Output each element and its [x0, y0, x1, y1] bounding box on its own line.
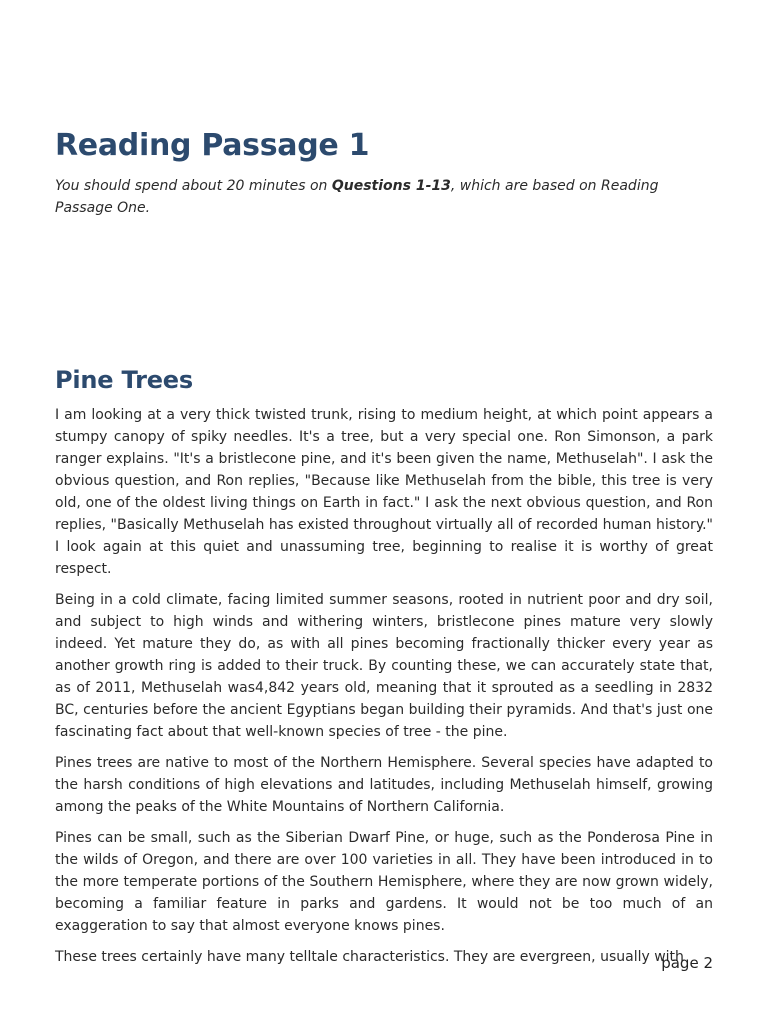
- paragraph-1: I am looking at a very thick twisted trunk, rising to medium height, at which point appears a stumpy canopy of spiky needles. It's a tree, but a very special one. Ron Simonson, a park ranger explains. "It's a bristlecone pine, and it's been given the name, Methuselah". I ask the obvious question, and Ron replies, "Because like Methuselah from the bible, this tree is very old, one of the oldest living things on Earth in fact." I ask the next obvious question, and Ron replies, "Basically Methuselah has existed throughout virtually all of recorded human history." I look again at this quiet and unassuming tree, beginning to realise it is worthy of great respect.: [55, 407, 713, 577]
- instructions: [55, 175, 713, 219]
- document-page: [55, 0, 713, 1024]
- paragraph-3: Pines trees are native to most of the Northern Hemisphere. Several species have adapted to the harsh conditions of high elevations and latitudes, including Methuselah himself, growing among the peaks of the White Mountains of Northern California.: [55, 755, 713, 815]
- paragraph-4: Pines can be small, such as the Siberian Dwarf Pine, or huge, such as the Ponderosa Pine in the wilds of Oregon, and there are over 100 varieties in all. They have been introduced in to the more temperate portions of the Southern Hemisphere, where they are now grown widely, becoming a familiar feature in parks and gardens. It would not be too much of an exaggeration to say that almost everyone knows pines.: [55, 830, 713, 934]
- paragraph-5: These trees certainly have many telltale characteristics. They are evergreen, usually with: [55, 949, 684, 965]
- paragraph-2: Being in a cold climate, facing limited summer seasons, rooted in nutrient poor and dry soil, and subject to high winds and withering winters, bristlecone pines mature very slowly indeed. Yet mature they do, as with all pines becoming fractionally thicker every year as another growth ring is added to their truck. By counting these, we can accurately state that, as of 2011, Methuselah was4,842 years old, meaning that it sprouted as a seedling in 2832 BC, centuries before the ancient Egyptians began building their pyramids. And that's just one fascinating fact about that well-known species of tree - the pine.: [55, 592, 713, 740]
- instructions-suffix: , which are based on Reading Passage One.: [55, 178, 659, 216]
- section-title: Pine Trees: [55, 366, 193, 394]
- page-number: page 2: [661, 954, 713, 972]
- instructions-questions: Questions 1-13: [331, 178, 451, 194]
- page-title: Reading Passage 1: [55, 128, 370, 163]
- instructions-prefix: You should spend about 20 minutes on: [55, 178, 332, 194]
